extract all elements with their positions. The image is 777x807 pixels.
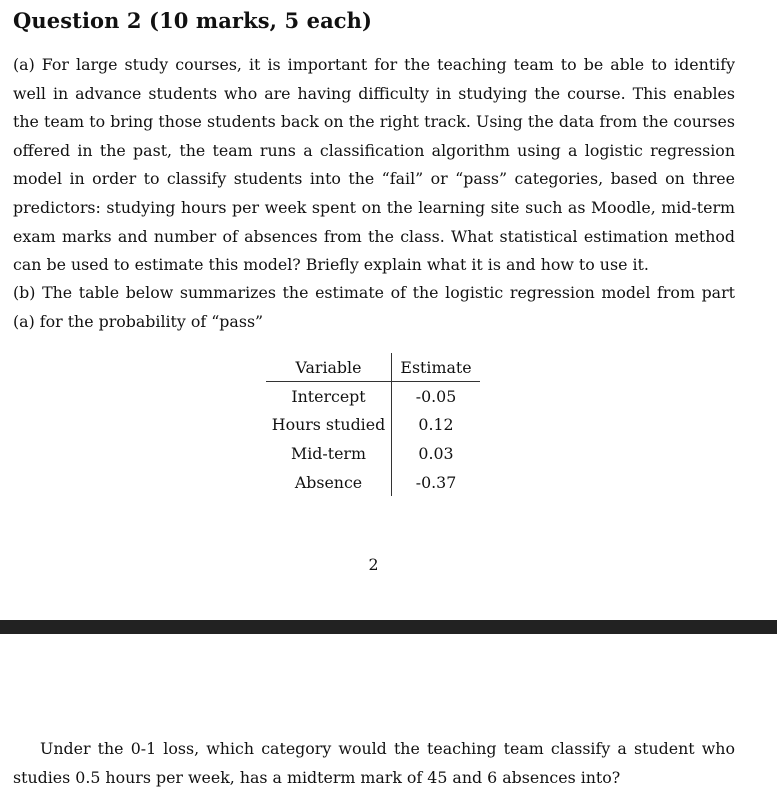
table-cell-estimate: -0.37 — [415, 472, 457, 492]
table-cell-estimate: 0.03 — [418, 443, 454, 463]
table-row — [266, 468, 480, 497]
table-row — [266, 411, 480, 440]
table-row — [266, 382, 480, 411]
table-header-row — [266, 353, 480, 382]
page-bottom — [0, 634, 777, 807]
table-cell-estimate: -0.05 — [415, 386, 457, 406]
table-cell-variable: Absence — [266, 468, 392, 497]
part-a-text: (a) For large study courses, it is important for the teaching team to be able to identify well in advance students who are having difficulty in studying the course. This enables the team to bring those students back on the right track. Using the data from the courses offered in the past, the team runs a classification algorithm using a logistic regression model in order to classify students into the “fail” or “pass” categories, based on three predictors: studying hours per week spent on the learning site such as Moodle, mid-term exam marks and number of absences from the class. What statistical estimation method can be used to estimate this model? Briefly explain what it is and how to use it. — [13, 55, 735, 275]
page-divider — [0, 620, 777, 634]
estimates-table — [266, 353, 480, 496]
table-cell-variable: Intercept — [266, 382, 392, 411]
table-cell-variable: Hours studied — [266, 411, 392, 440]
table-row — [266, 439, 480, 468]
question-heading: Question 2 (10 marks, 5 each) — [13, 8, 373, 33]
table-cell-variable: Mid-term — [266, 439, 392, 468]
part-b-text: (b) The table below summarizes the estimate of the logistic regression model from part (a) for the probability of “pass” — [13, 283, 735, 331]
table-cell-estimate: 0.12 — [418, 415, 454, 435]
table-header-variable: Variable — [266, 353, 392, 382]
page-number: 2 — [368, 555, 379, 574]
table-header-estimate: Estimate — [392, 353, 481, 382]
part-b-followup-text: Under the 0-1 loss, which category would the teaching team classify a student who studies 0.5 hours per week, has a midterm mark of 45 and 6 absences into? — [13, 739, 735, 787]
